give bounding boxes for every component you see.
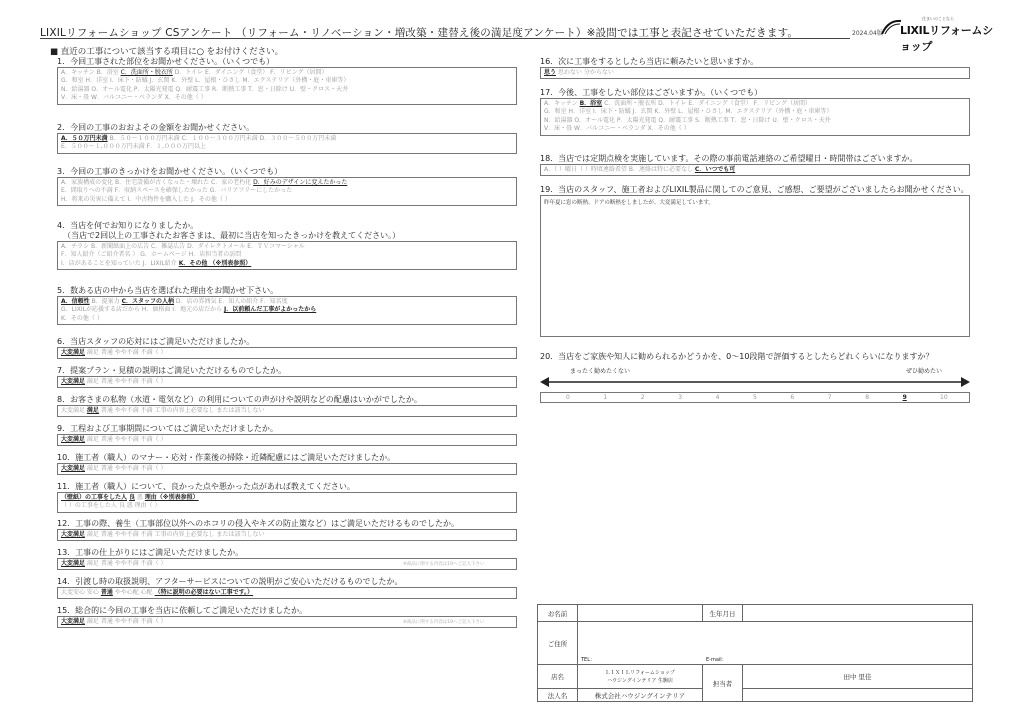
selected-option: 大変満足 [61, 531, 86, 538]
scale-arrow-icon [540, 376, 970, 388]
staff-label: 担当者 [703, 665, 743, 702]
question-title: 15．総合的に今回の工事を当店に依頼してご満足いただけましたか。 [57, 606, 308, 615]
option-line: A．家族構成の変化 B．住宅設備が古くなった・壊れた C．家の老朽化 D．好みのデザインに変えたかった [61, 179, 348, 186]
staff-extra [743, 689, 973, 702]
question-2 [57, 123, 522, 154]
question-15 [57, 606, 522, 628]
scale-option-3[interactable]: 3 [678, 394, 683, 401]
address-label: ご住所 [538, 622, 578, 665]
selected-option: 大変満足 [61, 378, 86, 385]
selected-option: 大変満足 [61, 618, 86, 625]
option-line: K．その他（ ） [61, 314, 103, 322]
answer-box[interactable] [57, 67, 517, 105]
question-19 [540, 185, 1010, 337]
selected-option: 大変満足 [61, 349, 86, 356]
question-title: 4．当店を何でお知りになりましたか。 [57, 221, 199, 230]
scale-option-6[interactable]: 6 [790, 394, 795, 401]
name-field[interactable] [578, 605, 703, 622]
selected-option: A．５０万円未満 [61, 135, 108, 142]
lixil-logo [880, 16, 995, 53]
selected-option: 良 [128, 494, 135, 501]
scale-option-4[interactable]: 4 [715, 394, 720, 401]
scale-option-10[interactable]: 10 [940, 394, 948, 401]
selected-option: C．洗面所・脱衣所 [120, 69, 173, 76]
question-title: 16．次に工事をするとしたら当店に頼みたいと思いますか。 [540, 57, 759, 66]
question-13 [57, 548, 522, 570]
option-line: G．和室 H．洋室 I．床下・防蟻 J．玄関 K．外壁 L．屋根・ひさし M．エクステリア（外構・庭・車庫等） [544, 108, 833, 116]
selected-option: D．好みのデザインに変えたかった [253, 179, 348, 186]
option-line: I．店があることを知っていた J．LIXIL紹介 K．その他 （※別表参照） [61, 259, 252, 267]
scale-label-row [540, 364, 970, 376]
question-9 [57, 424, 522, 446]
question-title: 3．今回の工事のきっかけをお聞かせください。（いくつでも） [57, 167, 283, 176]
answer-box[interactable]: 大変満足 満足 普通 やや不満 不満（ ） [57, 376, 517, 388]
option-line: （壁紙）の工事をした人 良 悪 理由（※別表参照） [61, 494, 199, 501]
selected-option: （特に説明の必要はない工事です。） [154, 589, 254, 596]
selected-option: 満足 [86, 407, 99, 414]
answer-box[interactable]: 思う 思わない 分からない [540, 67, 970, 79]
option-line: A．信頼性 B．提案力 C．スタッフの人柄 D．店の雰囲気 E．知人の紹介 F．知名度 [61, 298, 288, 305]
option-line: A．チラシ B．新聞紙面上の広告 C．雑誌広告 D．ダイレクトメール E．ＴＶコマーシャル [61, 243, 305, 250]
question-11 [57, 482, 522, 513]
answer-box[interactable] [57, 241, 517, 270]
option-line: （ ）の工事をした人 良 悪 理由（ ） [61, 502, 161, 510]
question-3 [57, 167, 522, 206]
swoosh-icon [880, 18, 902, 36]
option-line: V．床・畳 W．バルコニー・ベランダ X．その他（ ） [544, 125, 690, 133]
logo-subtitle: 住まいのことなら [922, 16, 954, 21]
scale-option-2[interactable]: 2 [640, 394, 645, 401]
selected-option: 思う [544, 69, 557, 76]
answer-box[interactable]: 大変満足 満足 普通 やや不満 不満（ ） ※商品に関する内容は19へご記入下さい [57, 558, 517, 570]
selected-option: （壁紙）の工事をした人 [61, 494, 128, 501]
selected-option: J．以前頼んだ工事がよかったから [224, 306, 317, 314]
selected-option: 理由（※別表参照） [144, 494, 199, 501]
answer-box[interactable] [57, 492, 517, 513]
selected-option: A．信頼性 [61, 298, 90, 305]
answer-box[interactable] [57, 133, 517, 154]
address-field[interactable] [578, 622, 973, 665]
selected-option: C．スタッフの人柄 [121, 298, 174, 305]
comment-text: 昨年夏に窓の断熱、ドアの断熱をしましたが、大変満足しています。 [544, 200, 714, 206]
scale-option-8[interactable]: 8 [865, 394, 870, 401]
scale-right-label: ぜひ勧めたい [905, 368, 942, 375]
option-line: A．５０万円未満 B．５０～１００万円未満 C．１００～３００万円未満 D．３００～５００万円未満 [61, 135, 337, 142]
birth-field[interactable] [743, 605, 973, 622]
logo-text: LIXILリフォームショップ [900, 24, 993, 53]
email-label: E-mail： [706, 657, 727, 663]
form-version-date: 2024.04版 [852, 30, 883, 37]
question-10 [57, 453, 522, 475]
store-name: ＬＩＸＩＬリフォームショップ ハウジングインテリア 生駒店 [578, 665, 703, 689]
comment-box[interactable] [540, 195, 970, 337]
selected-option: B．浴室 [579, 100, 603, 107]
store-label: 店名 [538, 665, 578, 689]
scale-option-9[interactable]: 9 [902, 394, 907, 401]
corp-label: 法人名 [538, 689, 578, 702]
selected-option: C．いつでも可 [694, 166, 736, 173]
answer-box[interactable]: 大変満足 満足 普通 やや不満 不満（ ） [57, 347, 517, 359]
question-7 [57, 366, 522, 388]
answer-box[interactable] [57, 296, 517, 325]
question-14 [57, 577, 522, 599]
question-12 [57, 519, 522, 541]
corp-name: 株式会社ハウジングインテリア [578, 689, 703, 702]
page-title: LIXILリフォームショップ CSアンケート （リフォーム・リノベーション・増改築・建替え後の満足度アンケート）※設問では工事と表記させていただきます。 [40, 27, 799, 39]
answer-note: ※商品に関する内容は19へご記入下さい [403, 620, 485, 625]
question-title: 5．数ある店の中から当店を選ばれた理由をお聞かせ下さい。 [57, 286, 279, 295]
question-17 [540, 88, 1000, 136]
option-line: N．給湯器 O．オール電化 P．太陽光発電 Q．耐震工事 R．断熱工事 T．窓・日除け U．壁・クロス・天井 [61, 85, 349, 93]
question-title: 13．工事の仕上がりにはご満足いただけましたか。 [57, 548, 244, 557]
question-title: 14．引渡し時の取扱説明、アフターサービスについての説明がご安心いただけるものでしたか。 [57, 577, 403, 586]
selected-option: K．その他 （※別表参照） [178, 259, 252, 267]
question-title: 11．施工者（職人）について、良かった点や悪かった点があれば教えてください。 [57, 482, 355, 491]
respondent-info-table [537, 604, 973, 702]
header-divider [40, 38, 850, 39]
question-title: 8．お客さまの私物（水道・電気など）の利用についての声がけや説明などの配慮はいかがでしたか。 [57, 395, 422, 404]
question-title: 20．当店をご家族や知人に勧められるかどうかを、0～10段階で評価するとしたらどれくらいになりますか？ [540, 352, 934, 361]
question-title: 9．工程および工事期間についてはご満足いただけましたか。 [57, 424, 278, 433]
scale-option-5[interactable]: 5 [753, 394, 757, 401]
tel-label: TEL： [581, 657, 595, 663]
selected-option: 大変満足 [61, 465, 86, 472]
option-line: A．キッチン B．浴室 C．洗面所・脱衣所 D．トイレ E．ダイニング（食堂） F．リビング（居間） [61, 69, 328, 76]
option-line: A．キッチン B．浴室 C．洗面所・脱衣所 D．トイレ E．ダイニング（食堂） F．リビング（居間） [544, 100, 811, 107]
question-title: 10．施工者（職人）のマナー・応対・作業後の掃除・近隣配慮にはご満足いただけましたか。 [57, 453, 396, 462]
selected-option: 普通 [100, 589, 113, 596]
answer-box[interactable] [540, 98, 970, 136]
question-title: 7．提案プラン・見積の説明はご満足いただけるものでしたか。 [57, 366, 287, 375]
option-line: F．知人紹介（ご紹介者名 ） G．ホームページ H．店担当者の訪問 [61, 251, 242, 259]
question-5 [57, 286, 522, 325]
answer-box[interactable]: A．（ ）曜日（ ）時頃連絡希望 B．連絡は特に必要なし C．いつでも可 [540, 164, 970, 176]
option-line: H．将来の災害に備えて I．中古物件を購入した J．その他（ ） [61, 195, 231, 203]
question-18 [540, 154, 1000, 176]
staff-name: 田中 里佳 [743, 665, 973, 689]
answer-box[interactable]: 大変満足 満足 普通 やや不満 不満 工事の内容上必要なし または該当しない [57, 405, 517, 417]
question-6 [57, 337, 522, 359]
question-1 [57, 57, 522, 105]
question-title: 19．当店のスタッフ、施工者およびLIXIL製品に関してのご意見、ご感想、ご要望がございましたらお聞かせください。 [540, 185, 969, 194]
selected-option: 大変満足 [61, 436, 86, 443]
option-line: N．給湯器 O．オール電化 P．太陽光発電 Q．耐震工事 S．断熱工事 T．窓・日除け U．壁・クロス・天井 [544, 116, 831, 124]
question-title: 6．当店スタッフの応対にはご満足いただけましたか。 [57, 337, 255, 346]
question-20 [540, 352, 1010, 403]
answer-box[interactable]: 大変満足 満足 普通 やや不満 不満（ ） [57, 434, 517, 446]
scale-option-7[interactable]: 7 [827, 394, 832, 401]
selected-option: 大変満足 [61, 560, 86, 567]
question-title: 18．当店では定期点検を実施しています。その際の事前電話連絡のご希望曜日・時間帯はございますか。 [540, 154, 918, 163]
option-line: E．５００～１,０００万円未満 F．１,０００万円以上 [61, 143, 206, 151]
answer-box[interactable]: 大変満足 満足 普通 やや不満 不満（ ） ※商品に関する内容は19へご記入下さい [57, 616, 517, 628]
answer-box[interactable]: 大変満足 満足 普通 やや不満 不満 工事の内容上必要なし または該当しない [57, 529, 517, 541]
intro-instruction: ■ 直近の工事について該当する項目に○ をお付けください。 [50, 47, 284, 57]
birth-label: 生年月日 [703, 605, 743, 622]
answer-box[interactable] [57, 177, 517, 206]
answer-box[interactable]: 大変満足 満足 普通 やや不満 不満（ ） [57, 463, 517, 475]
question-8 [57, 395, 522, 417]
option-line: V．床・畳 W．バルコニー・ベランダ X．その他（ ） [61, 94, 207, 102]
question-4 [57, 221, 522, 270]
answer-note: ※商品に関する内容は19へご記入下さい [403, 562, 485, 567]
question-title: 17．今後、工事をしたい部位はございますか。（いくつでも） [540, 88, 763, 97]
nps-scale[interactable] [540, 392, 970, 403]
name-label: お名前 [538, 605, 578, 622]
answer-box[interactable]: 大変安心 安心 普通 やや心配 心配 （特に説明の必要はない工事です。） [57, 587, 517, 599]
option-line: G．LIXILが応援する店だから H．価格面 I．地元の店だから J．以前頼んだ工事がよかったから [61, 306, 317, 314]
scale-left-label: まったく勧めたくない [570, 368, 631, 375]
question-title: 2．今回の工事のおおよその金額をお聞かせください。 [57, 123, 255, 132]
question-title: 1．今回工事された部位をお聞かせください。（いくつでも） [57, 57, 275, 66]
scale-option-0[interactable]: 0 [566, 394, 570, 401]
option-line: G．和室 H．洋室 I．床下・防蟻 J．玄関 K．外壁 L．屋根・ひさし M．エクステリア（外構・庭・車庫等） [61, 77, 350, 85]
question-16 [540, 57, 1000, 79]
option-line: E．間取りへの不満 F．収納スペースを確保したかった G．バリアフリーにしたかった [61, 187, 293, 195]
question-title: 12．工事の際、養生（工事部位以外へのホコリの侵入やキズの防止策など）はご満足いただけるものでしたか。 [57, 519, 460, 528]
scale-option-1[interactable]: 1 [603, 394, 608, 401]
question-subtitle: （当店で2回以上の工事されたお客さまは、最初に当店を知ったきっかけを教えてください。） [63, 231, 401, 240]
